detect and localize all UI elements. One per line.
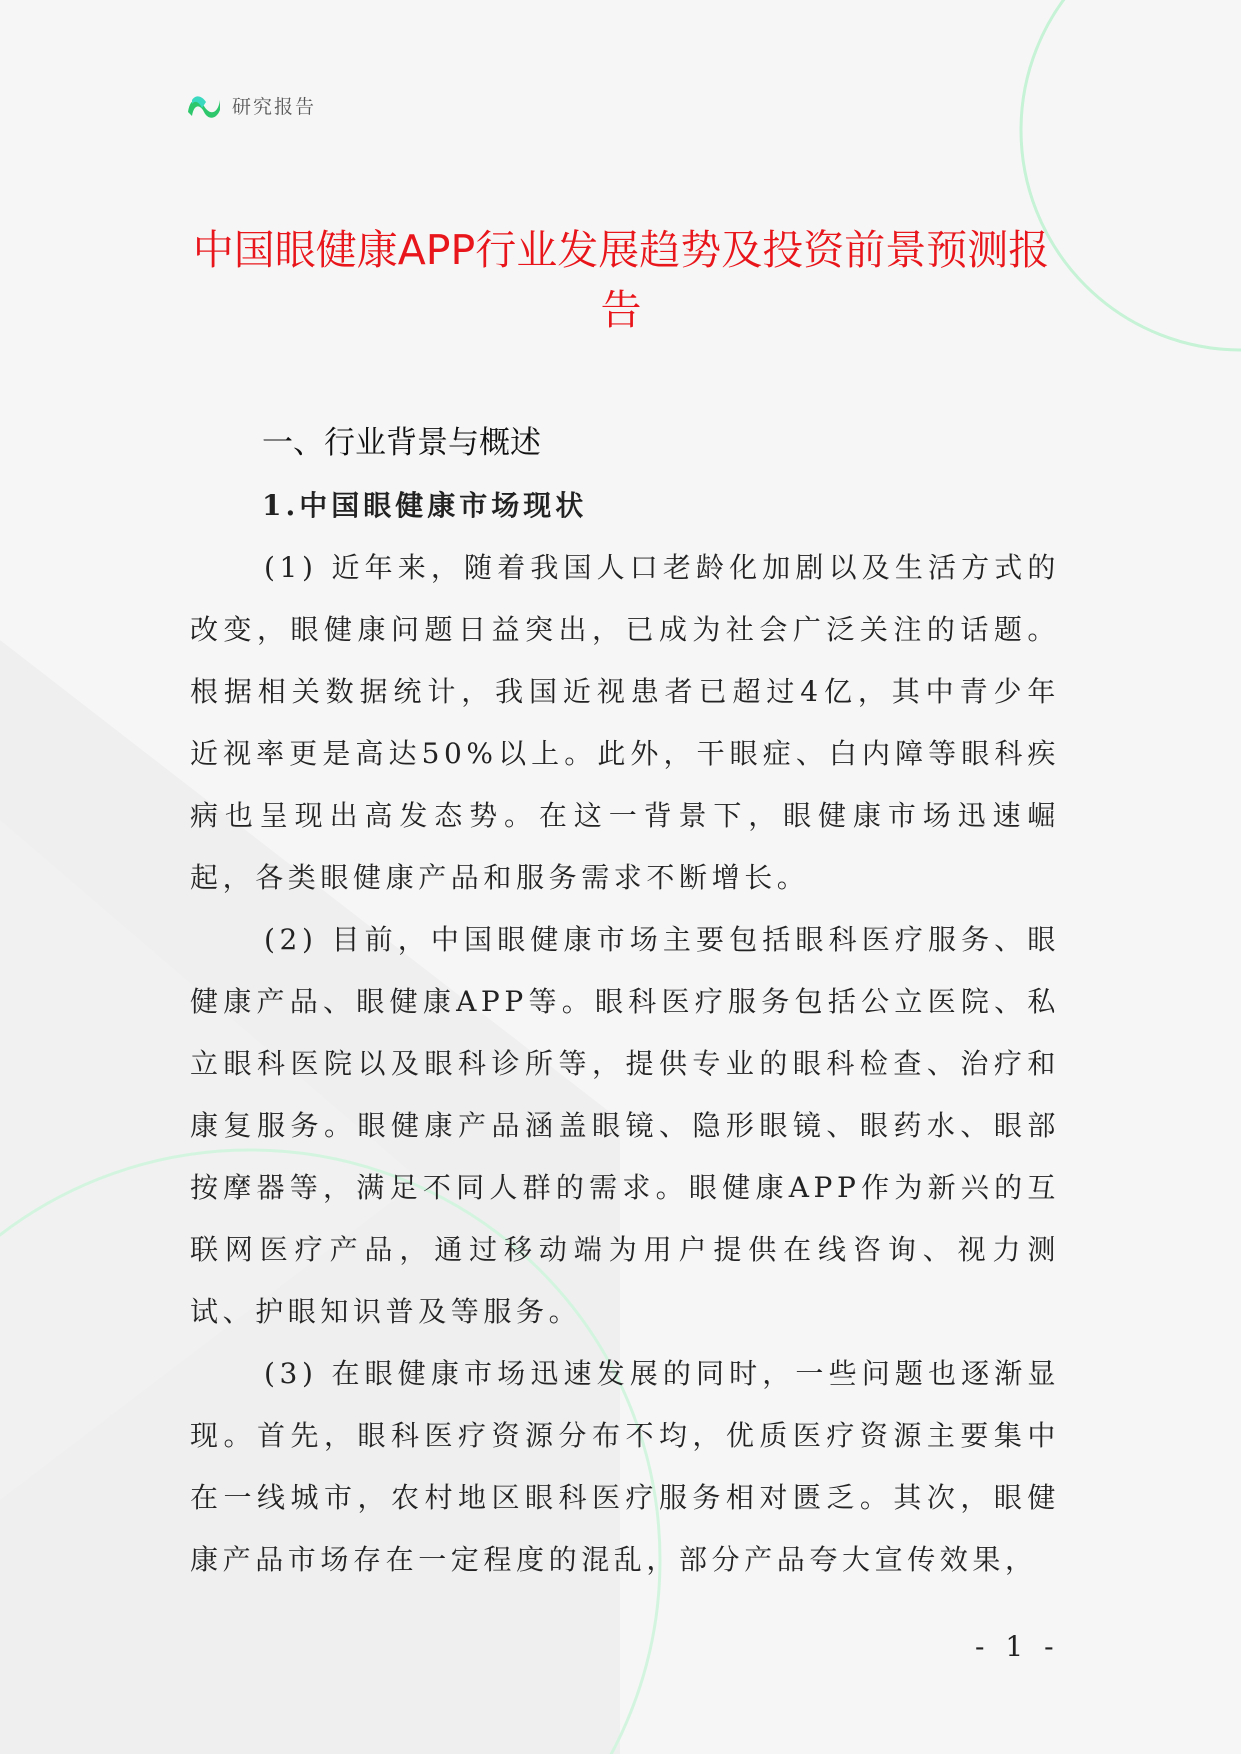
brand-logo-icon <box>186 90 222 122</box>
page-number: - 1 - <box>975 1630 1060 1663</box>
header-label: 研究报告 <box>232 96 317 118</box>
section-heading: 一、行业背景与概述 <box>262 425 541 461</box>
paragraph: (1) 近年来，随着我国人口老龄化加剧以及生活方式的改变，眼健康问题日益突出，已成为社会广泛关注的话题。根据相关数据统计，我国近视患者已超过4亿，其中青少年近视率更是高达50%以上。此外，干眼症、白内障等眼科疾病也呈现出高发态势。在这一背景下，眼健康市场迅速崛起，各类眼健康产品和服务需求不断增长。 <box>190 551 1060 894</box>
document-title: 中国眼健康APP行业发展趋势及投资前景预测报告 <box>192 226 1050 334</box>
paragraph: (3) 在眼健康市场迅速发展的同时，一些问题也逐渐显现。首先，眼科医疗资源分布不均，优质医疗资源主要集中在一线城市，农村地区眼科医疗服务相对匮乏。其次，眼健康产品市场存在一定程度的混乱，部分产品夸大宣传效果， <box>190 1357 1060 1576</box>
paragraph: (2) 目前，中国眼健康市场主要包括眼科医疗服务、眼健康产品、眼健康APP等。眼科医疗服务包括公立医院、私立眼科医院以及眼科诊所等，提供专业的眼科检查、治疗和康复服务。眼健康产品涵盖眼镜、隐形眼镜、眼药水、眼部按摩器等，满足不同人群的需求。眼健康APP作为新兴的互联网医疗产品，通过移动端为用户提供在线咨询、视力测试、护眼知识普及等服务。 <box>190 923 1060 1328</box>
body-text <box>190 537 1060 1591</box>
sub-heading: 1.中国眼健康市场现状 <box>262 489 588 522</box>
